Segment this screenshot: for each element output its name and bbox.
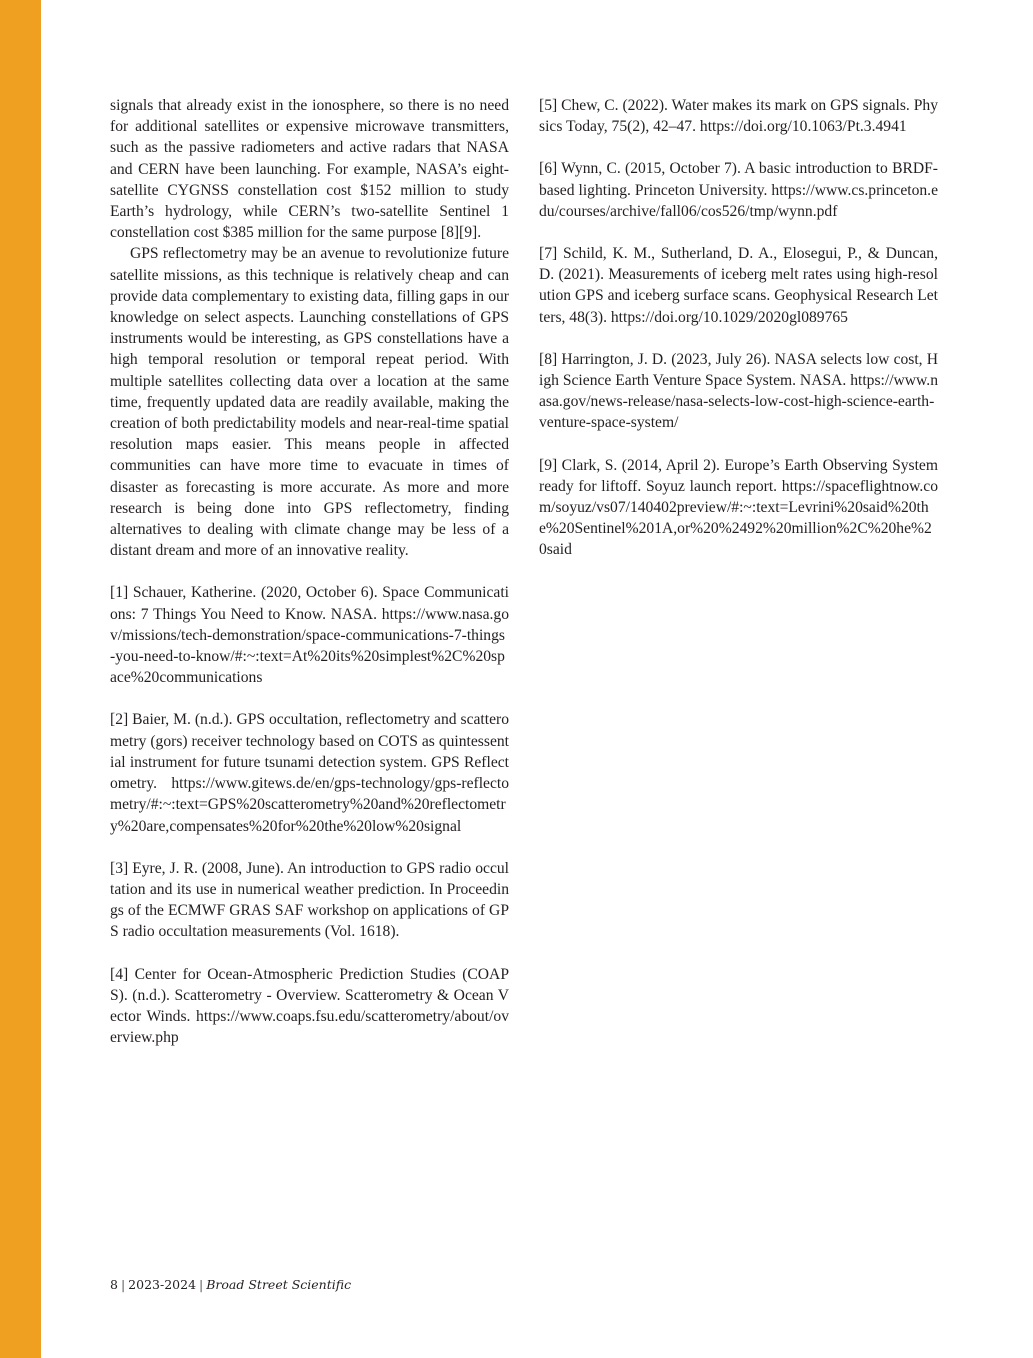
journal-name: Broad Street Scientific <box>206 1277 352 1292</box>
reference-item: [2] Baier, M. (n.d.). GPS occultation, reflectometry and scatterometry (gors) receiver technology based on COTS as quintessential instrument for future tsunami detection system. GPS Reflectometry. https://www.gitews.de/en/gps-technology/gps-reflectometry/#:~:text=GPS%20scatterometry%20and%20reflectometry%20are,compensates%20for%20the%20low%20signal <box>110 711 509 835</box>
reference-item: [1] Schauer, Katherine. (2020, October 6). Space Communications: 7 Things You Need to Know. NASA. https://www.nasa.gov/missions/tech-demonstration/space-communications-7-things-you-need-to-know/#:~:text=At%20its%20simplest%2C%20space%20communications <box>110 584 509 687</box>
references-list-right <box>539 95 938 561</box>
references-list-left <box>110 582 509 1048</box>
reference-item: [9] Clark, S. (2014, April 2). Europe’s Earth Observing System ready for liftoff. Soyuz launch report. https://spaceflightnow.com/soyuz/vs07/140402preview/#:~:text=Levrini%20said%20the%20Sentinel%201A,or%20%2492%20million%2C%20he%20said <box>539 456 938 559</box>
accent-stripe <box>0 0 41 1358</box>
reference-item: [7] Schild, K. M., Sutherland, D. A., Elosegui, P., & Duncan, D. (2021). Measurements of iceberg melt rates using high-resolution GPS and iceberg surface scans. Geophysical Research Letters, 48(3). https://doi.org/10.1029/2020gl089765 <box>539 245 938 326</box>
footer-separator: | <box>199 1277 204 1292</box>
right-column <box>539 95 938 582</box>
left-column <box>110 95 509 1069</box>
reference-item: [5] Chew, C. (2022). Water makes its mark on GPS signals. Physics Today, 75(2), 42–47. https://doi.org/10.1063/Pt.3.4941 <box>539 97 938 136</box>
footer-separator: | <box>120 1277 126 1292</box>
reference-item: [8] Harrington, J. D. (2023, July 26). NASA selects low cost, High Science Earth Venture Space System. NASA. https://www.nasa.gov/news-release/nasa-selects-low-cost-high-science-earth-venture-space-system/ <box>539 350 938 432</box>
reference-item: [3] Eyre, J. R. (2008, June). An introduction to GPS radio occultation and its use in numerical weather prediction. In Proceedings of the ECMWF GRAS SAF workshop on applications of GPS radio occultation measurements (Vol. 1618). <box>110 859 509 941</box>
page-number: 8 <box>110 1277 118 1292</box>
page-footer <box>110 1277 351 1292</box>
body-paragraph: signals that already exist in the ionosphere, so there is no need for additional satellites or expensive microwave transmitters, such as the passive radiometers and active radars that NASA and CERN have been launching. For example, NASA’s eight-satellite CYGNSS constellation cost $152 million to study Earth’s hydrology, while CERN’s two-satellite Sentinel 1 constellation cost $385 million for the same purpose [8][9]. <box>110 97 509 242</box>
body-paragraph: GPS reflectometry may be an avenue to revolutionize future satellite missions, as this technique is relatively cheap and can provide data complementary to existing data, filling gaps in our knowledge on select aspects. Launching constellations of GPS instruments would be interesting, as GPS constellations have a high temporal resolution or temporal repeat period. With multiple satellites collecting data over a location at the same time, frequently updated data are readily available, making the creation of both predictability models and near-real-time spatial resolution maps easier. This means people in affected communities can have more time to evacuate in times of disaster as forecasting is more accurate. As more and more research is being done into GPS reflectometry, finding alternatives to dealing with climate change may be less of a distant dream and more of an innovative reality. <box>110 245 509 560</box>
footer-year: 2023-2024 <box>128 1277 197 1292</box>
reference-item: [4] Center for Ocean-Atmospheric Prediction Studies (COAPS). (n.d.). Scatterometry - Overview. Scatterometry & Ocean Vector Winds. https://www.coaps.fsu.edu/scatterometry/about/overview.php <box>110 965 509 1047</box>
reference-item: [6] Wynn, C. (2015, October 7). A basic introduction to BRDF-based lighting. Princeton University. https://www.cs.princeton.edu/courses/archive/fall06/cos526/tmp/wynn.pdf <box>539 160 938 220</box>
